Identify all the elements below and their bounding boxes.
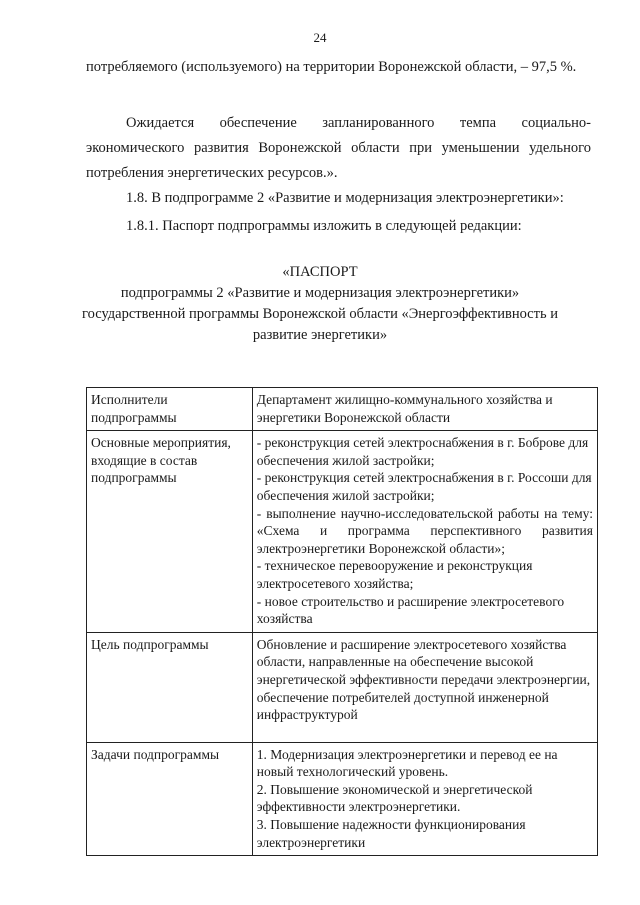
paragraph-consumption: потребляемого (используемого) на территории Воронежской области, – 97,5 %. xyxy=(86,59,577,75)
row-label-tasks: Задачи подпрограммы xyxy=(87,742,253,856)
list-item: - реконструкция сетей электроснабжения в г. Россоши для обеспечения жилой застройки; xyxy=(256,470,592,503)
page-number: 24 xyxy=(313,30,327,45)
row-content-main-measures xyxy=(252,431,597,633)
passport-subtitle-line-3: развитие энергетики» xyxy=(252,327,388,343)
row-label-main-measures: Основные мероприятия, входящие в состав подпрограммы xyxy=(87,431,253,633)
row-content-executors xyxy=(252,388,597,431)
passport-table xyxy=(86,387,598,856)
passport-title: «ПАСПОРТ xyxy=(282,264,358,280)
row-content-goal xyxy=(252,632,597,742)
table-row xyxy=(87,431,598,633)
list-item: 3. Повышение надежности функционирования электроэнергетики xyxy=(256,817,526,850)
list-item: 2. Повышение экономической и энергетической эффективности электроэнергетики. xyxy=(256,781,533,815)
list-item: - техническое перевооружение и реконструкция электросетевого хозяйства; xyxy=(256,558,533,591)
list-item: 1. Модернизация электроэнергетики и перевод ее на новый технологический уровень. xyxy=(256,746,558,780)
table-row xyxy=(87,742,598,856)
row-label-executors: Исполнители подпрограммы xyxy=(87,388,253,431)
passport-subtitle-line-1: подпрограммы 2 «Развитие и модернизация электроэнергетики» xyxy=(120,285,520,301)
table-row xyxy=(87,632,598,742)
row-label-goal: Цель подпрограммы xyxy=(87,632,253,742)
paragraph-section-1-8-1: 1.8.1. Паспорт подпрограммы изложить в следующей редакции: xyxy=(126,218,522,234)
list-item: - выполнение научно-исследовательской работы на тему: «Схема и программа перспективного развития электроэнергетики Воронежской области»; xyxy=(256,505,593,556)
list-item: Департамент жилищно-коммунального хозяйства и энергетики Воронежской области xyxy=(256,392,553,425)
passport-subtitle-line-2: государственной программы Воронежской области «Энергоэффективность и xyxy=(82,306,558,322)
list-item: Обновление и расширение электросетевого хозяйства области, направленные на обеспечение высокой энергетической эффективности передачи электроэнергии, обеспечение потребителей доступной инженерной инфраструктурой xyxy=(256,636,591,723)
list-item: - новое строительство и расширение электросетевого хозяйства xyxy=(256,593,565,627)
paragraph-expected-development: Ожидается обеспечение запланированного темпа социально-экономического развития Воронежской области при уменьшении удельного потребления энергетических ресурсов.». xyxy=(86,115,591,181)
passport-heading xyxy=(60,262,580,346)
table-row xyxy=(87,388,598,431)
row-content-tasks xyxy=(252,742,597,856)
paragraph-section-1-8: 1.8. В подпрограмме 2 «Развитие и модернизация электроэнергетики»: xyxy=(126,190,564,206)
list-item: - реконструкция сетей электроснабжения в г. Боброве для обеспечения жилой застройки; xyxy=(256,435,589,468)
